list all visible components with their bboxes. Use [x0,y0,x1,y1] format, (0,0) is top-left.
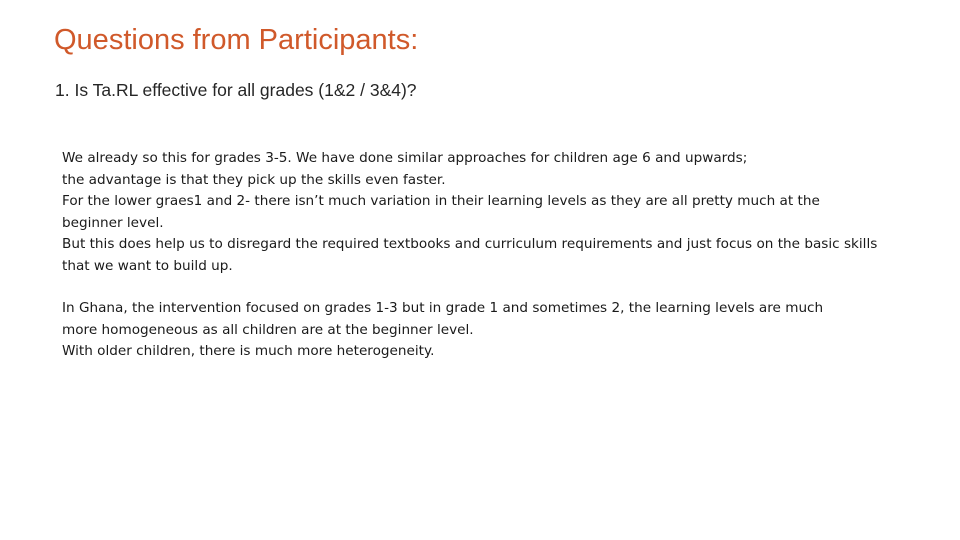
answer-line: more homogeneous as all children are at the beginner level. [62,321,474,338]
answer-line: But this does help us to disregard the required textbooks and curriculum requirements and just focus on the basic skills [62,236,878,252]
slide-title: Questions from Participants: [54,24,419,56]
answer-line: beginner level. [62,214,164,231]
paragraph-gap [62,277,952,298]
answer-line: With older children, there is much more heterogeneity. [62,343,435,359]
answer-body [62,148,952,363]
answer-line: We already so this for grades 3-5. We have done similar approaches for children age 6 and upwards; [62,150,748,166]
answer-line: For the lower graes1 and 2- there isn’t much variation in their learning levels as they are all pretty much at the [62,193,820,209]
answer-line: that we want to build up. [62,257,233,274]
answer-line: the advantage is that they pick up the skills even faster. [62,171,446,188]
question-heading: 1. Is Ta.RL effective for all grades (1&2 / 3&4)? [55,80,417,100]
answer-line: In Ghana, the intervention focused on grades 1-3 but in grade 1 and sometimes 2, the learning levels are much [62,300,824,316]
